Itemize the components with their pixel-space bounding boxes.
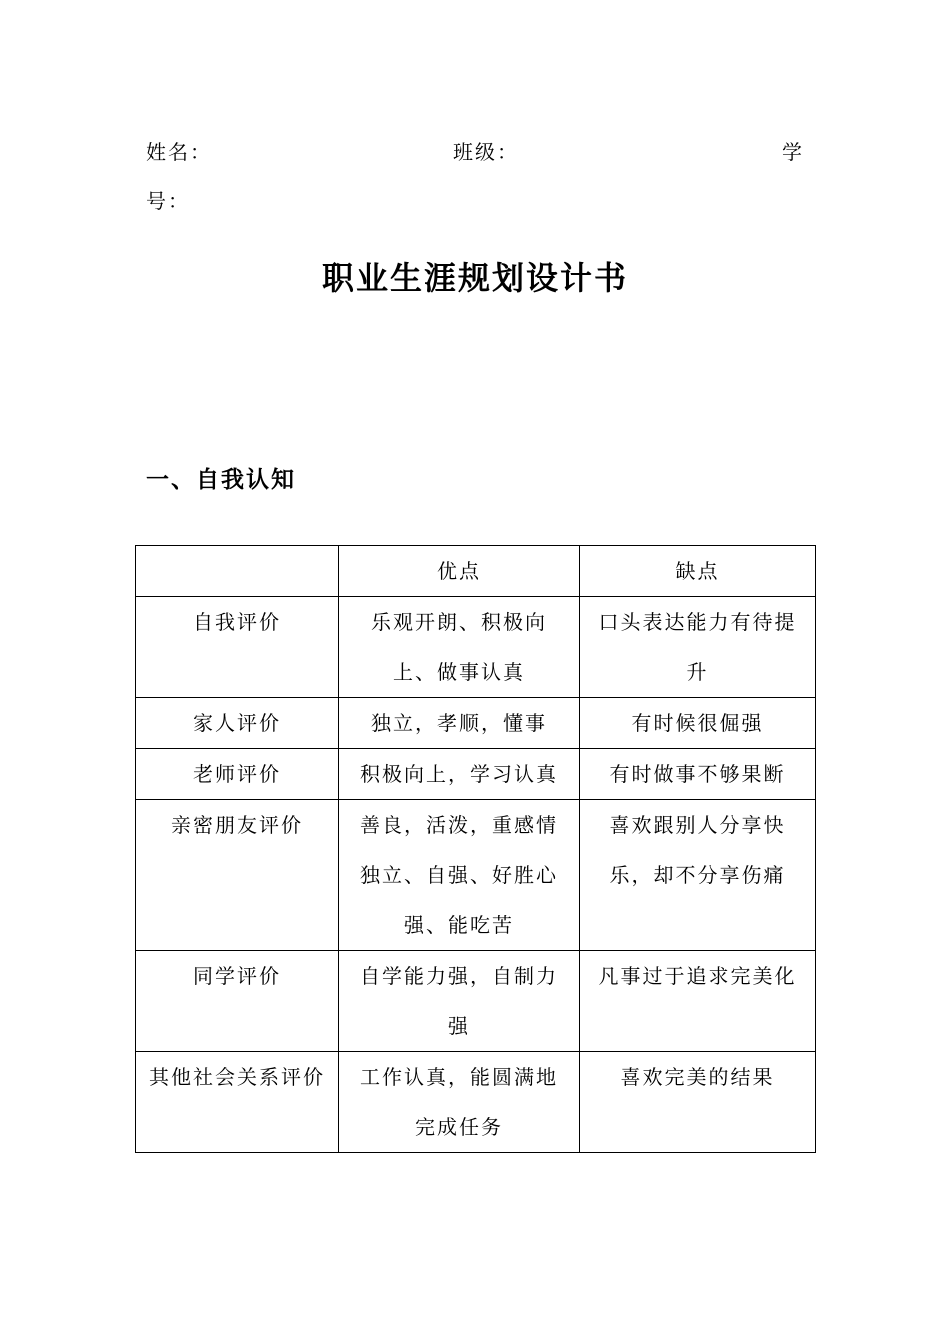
table-row	[136, 749, 816, 800]
pros-line: 自学能力强，自制力	[360, 964, 558, 988]
table-row	[136, 698, 816, 749]
cons-cell	[580, 1052, 816, 1153]
document-title: 职业生涯规划设计书	[321, 259, 628, 297]
pros-line: 强、能吃苦	[404, 913, 514, 937]
pros-cell	[339, 1052, 580, 1153]
self-evaluation-table	[135, 545, 816, 1153]
cons-cell	[580, 749, 816, 800]
cons-line: 有时候很倔强	[631, 711, 764, 735]
cons-line: 乐，却不分享伤痛	[609, 863, 786, 887]
header-cell-cons: 缺点	[580, 546, 816, 597]
pros-cell	[339, 597, 580, 698]
row-label: 其他社会关系评价	[136, 1052, 339, 1153]
section-heading-self-awareness: 一、自我认知	[146, 467, 296, 493]
student-id-label-part1: 学	[782, 140, 804, 164]
cons-cell	[580, 597, 816, 698]
row-label: 同学评价	[136, 951, 339, 1052]
pros-line: 独立、自强、好胜心	[360, 863, 558, 887]
cons-cell	[580, 951, 816, 1052]
table-row	[136, 1052, 816, 1153]
cons-cell	[580, 800, 816, 951]
pros-line: 上、做事认真	[393, 660, 525, 684]
pros-line: 善良，活泼，重感情	[360, 813, 558, 837]
pros-cell	[339, 698, 580, 749]
table-header-row	[136, 546, 816, 597]
cons-line: 升	[686, 660, 709, 684]
pros-line: 强	[448, 1014, 470, 1038]
pros-cell	[339, 749, 580, 800]
header-cell-pros: 优点	[339, 546, 580, 597]
table-row	[136, 597, 816, 698]
cons-line: 有时做事不够果断	[609, 762, 786, 786]
name-label: 姓名：	[146, 140, 212, 164]
student-id-label-part2: 号：	[146, 189, 190, 213]
cons-line: 凡事过于追求完美化	[598, 964, 797, 988]
table-row	[136, 951, 816, 1052]
cons-cell	[580, 698, 816, 749]
header-cell-empty	[136, 546, 339, 597]
table-row	[136, 800, 816, 951]
row-label: 老师评价	[136, 749, 339, 800]
row-label: 亲密朋友评价	[136, 800, 339, 951]
pros-line: 完成任务	[415, 1115, 503, 1139]
class-label: 班级：	[453, 140, 519, 164]
row-label: 家人评价	[136, 698, 339, 749]
pros-line: 乐观开朗、积极向	[371, 610, 547, 634]
cons-line: 喜欢完美的结果	[620, 1065, 775, 1089]
pros-cell	[339, 951, 580, 1052]
pros-line: 积极向上，学习认真	[360, 762, 558, 786]
row-label: 自我评价	[136, 597, 339, 698]
pros-line: 独立，孝顺，懂事	[371, 711, 547, 735]
cons-line: 口头表达能力有待提	[598, 610, 797, 634]
pros-cell	[339, 800, 580, 951]
cons-line: 喜欢跟别人分享快	[609, 813, 786, 837]
pros-line: 工作认真，能圆满地	[360, 1065, 558, 1089]
